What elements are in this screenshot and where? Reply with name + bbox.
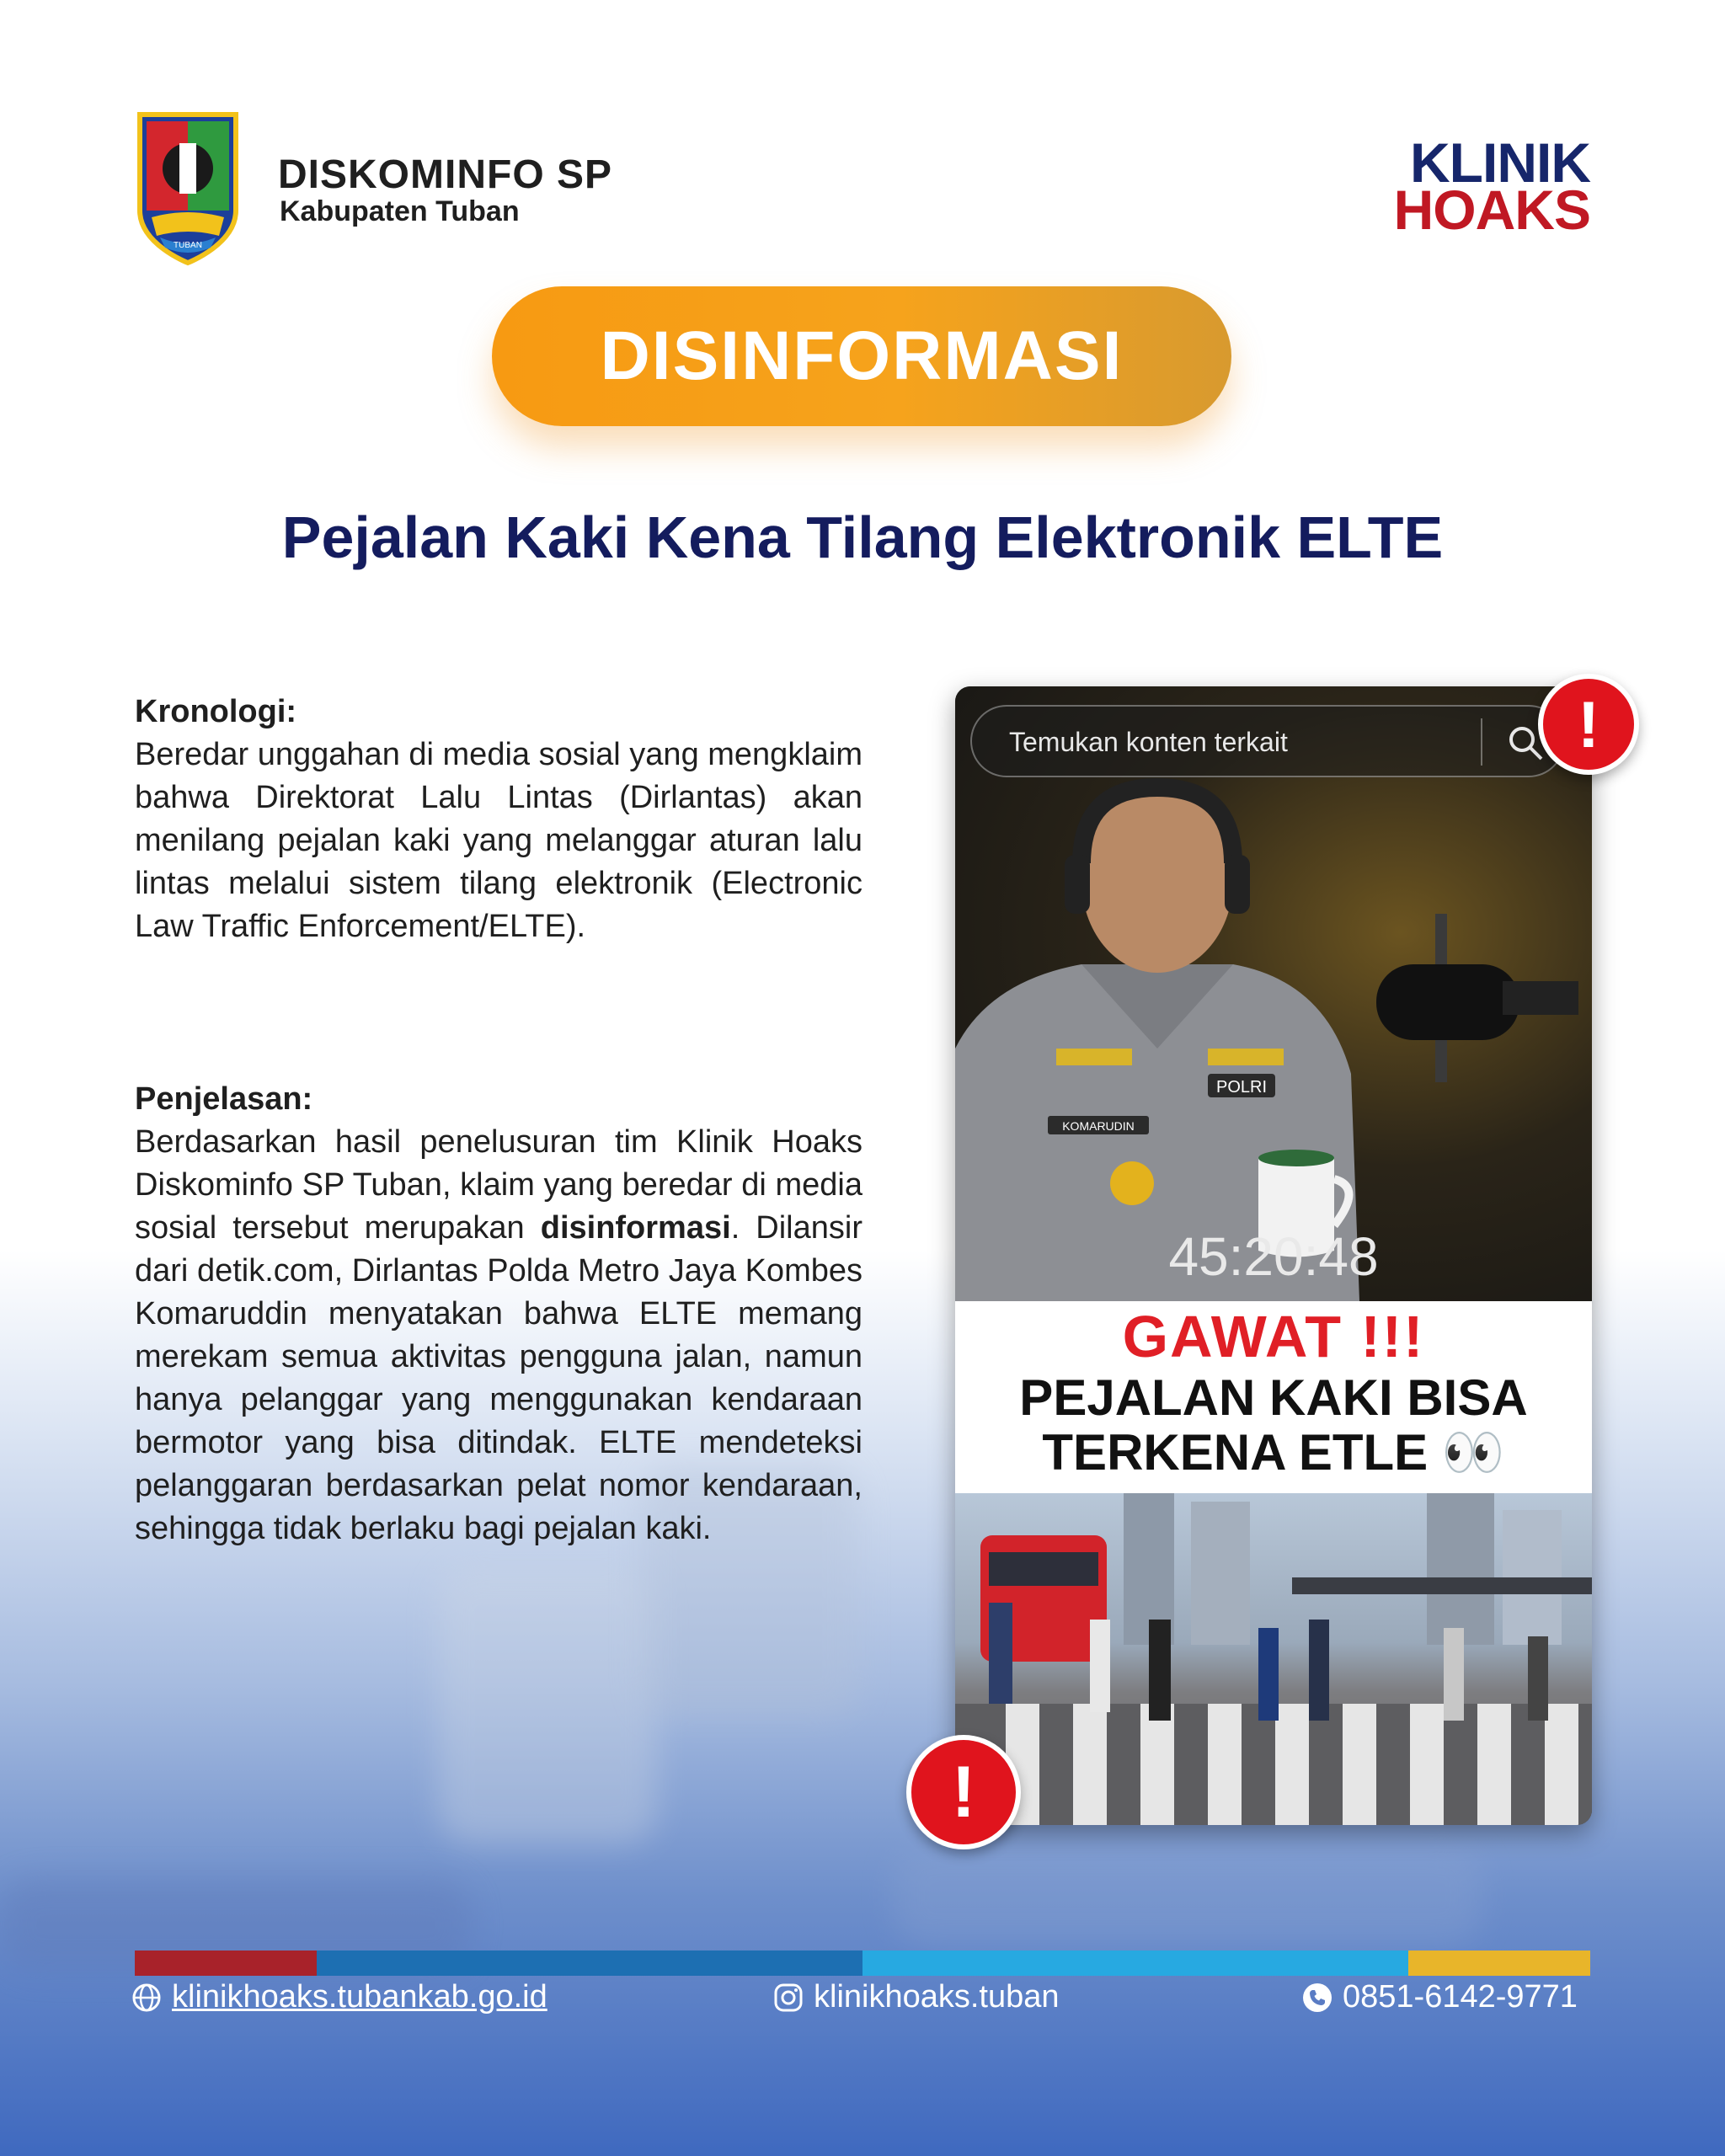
alert-icon: !: [1538, 674, 1639, 775]
crest-text: TUBAN: [174, 241, 202, 250]
headline-line-2: TERKENA ETLE 👀: [1042, 1424, 1505, 1481]
phone-icon: [1302, 1983, 1332, 2013]
phone-number[interactable]: 0851-6142-9771: [1343, 1979, 1578, 2015]
penjelasan-body-post: . Dilansir dari detik.com, Dirlantas Polda Metro Jaya Kombes Komaruddin menyatakan bahwa ELTE memang merekam semua aktivitas pengguna jalan, namun hanya pelanggar yang menggunakan kendaraan bermotor yang bisa ditindak. ELTE mendeteksi pelanggaran berdasarkan pelat nomor kendaraan, sehingga tidak berlaku bagi pejalan kaki.: [135, 1210, 862, 1546]
kronologi-heading: Kronologi:: [135, 694, 297, 729]
footer-instagram[interactable]: [773, 1979, 1060, 2015]
footer-stripe-cyan: [862, 1951, 1408, 1976]
search-placeholder: Temukan konten terkait: [1009, 727, 1288, 757]
crosswalk-photo: [955, 1493, 1592, 1825]
penjelasan-section: [135, 1078, 862, 1550]
microphone-image: [1376, 914, 1578, 1183]
page-title: Pejalan Kaki Kena Tilang Elektronik ELTE: [281, 504, 1444, 570]
brand-line-2: HOAKS: [1393, 179, 1590, 241]
tuban-crest-logo: [135, 109, 241, 266]
name-tag: KOMARUDIN: [1062, 1119, 1135, 1133]
video-frame: [955, 686, 1592, 1301]
headline-panel: [955, 1301, 1592, 1493]
footer-phone[interactable]: [1302, 1979, 1578, 2015]
footer-stripe-red: [135, 1951, 317, 1976]
org-name: DISKOMINFO SP: [278, 152, 613, 197]
disinformasi-badge: DISINFORMASI: [492, 286, 1231, 426]
headline-warning: GAWAT !!!: [1122, 1304, 1425, 1369]
penjelasan-body-bold: disinformasi: [540, 1210, 731, 1246]
polri-label: POLRI: [1215, 1078, 1268, 1097]
kronologi-body: Beredar unggahan di media sosial yang mengklaim bahwa Direktorat Lalu Lintas (Dirlantas) akan menilang pejalan kaki yang melanggar aturan lalu lintas melalui sistem tilang elektronik (Electronic Law Traffic Enforcement/ELTE).: [135, 737, 862, 944]
instagram-handle[interactable]: klinikhoaks.tuban: [814, 1979, 1060, 2015]
kronologi-section: [135, 691, 862, 948]
search-divider: [1481, 718, 1482, 766]
website-link[interactable]: klinikhoaks.tubankab.go.id: [172, 1979, 547, 2015]
background-blur-shape: [438, 1566, 657, 1844]
hoax-screenshot: [955, 686, 1592, 1825]
footer-stripe-yellow: [1408, 1951, 1590, 1976]
penjelasan-body-pre: Berdasarkan hasil penelusuran tim Klinik Hoaks Diskominfo SP Tuban, klaim yang beredar di media sosial tersebut merupakan: [135, 1124, 862, 1246]
brand-line-1: KLINIK: [1410, 131, 1590, 194]
search-bar[interactable]: [970, 705, 1565, 777]
background-blur-shape: [893, 1844, 1482, 1945]
headline-line-1: PEJALAN KAKI BISA: [1019, 1369, 1528, 1426]
klinik-hoaks-logo: [1393, 131, 1590, 241]
org-subtitle: Kabupaten Tuban: [280, 195, 520, 227]
footer-website[interactable]: [131, 1979, 547, 2015]
instagram-icon: [773, 1983, 804, 2013]
footer-stripe-blue: [317, 1951, 862, 1976]
video-timer: 45:20:48: [1168, 1226, 1379, 1287]
penjelasan-heading: Penjelasan:: [135, 1081, 313, 1117]
globe-icon: [131, 1983, 162, 2013]
alert-icon: !: [906, 1735, 1021, 1849]
